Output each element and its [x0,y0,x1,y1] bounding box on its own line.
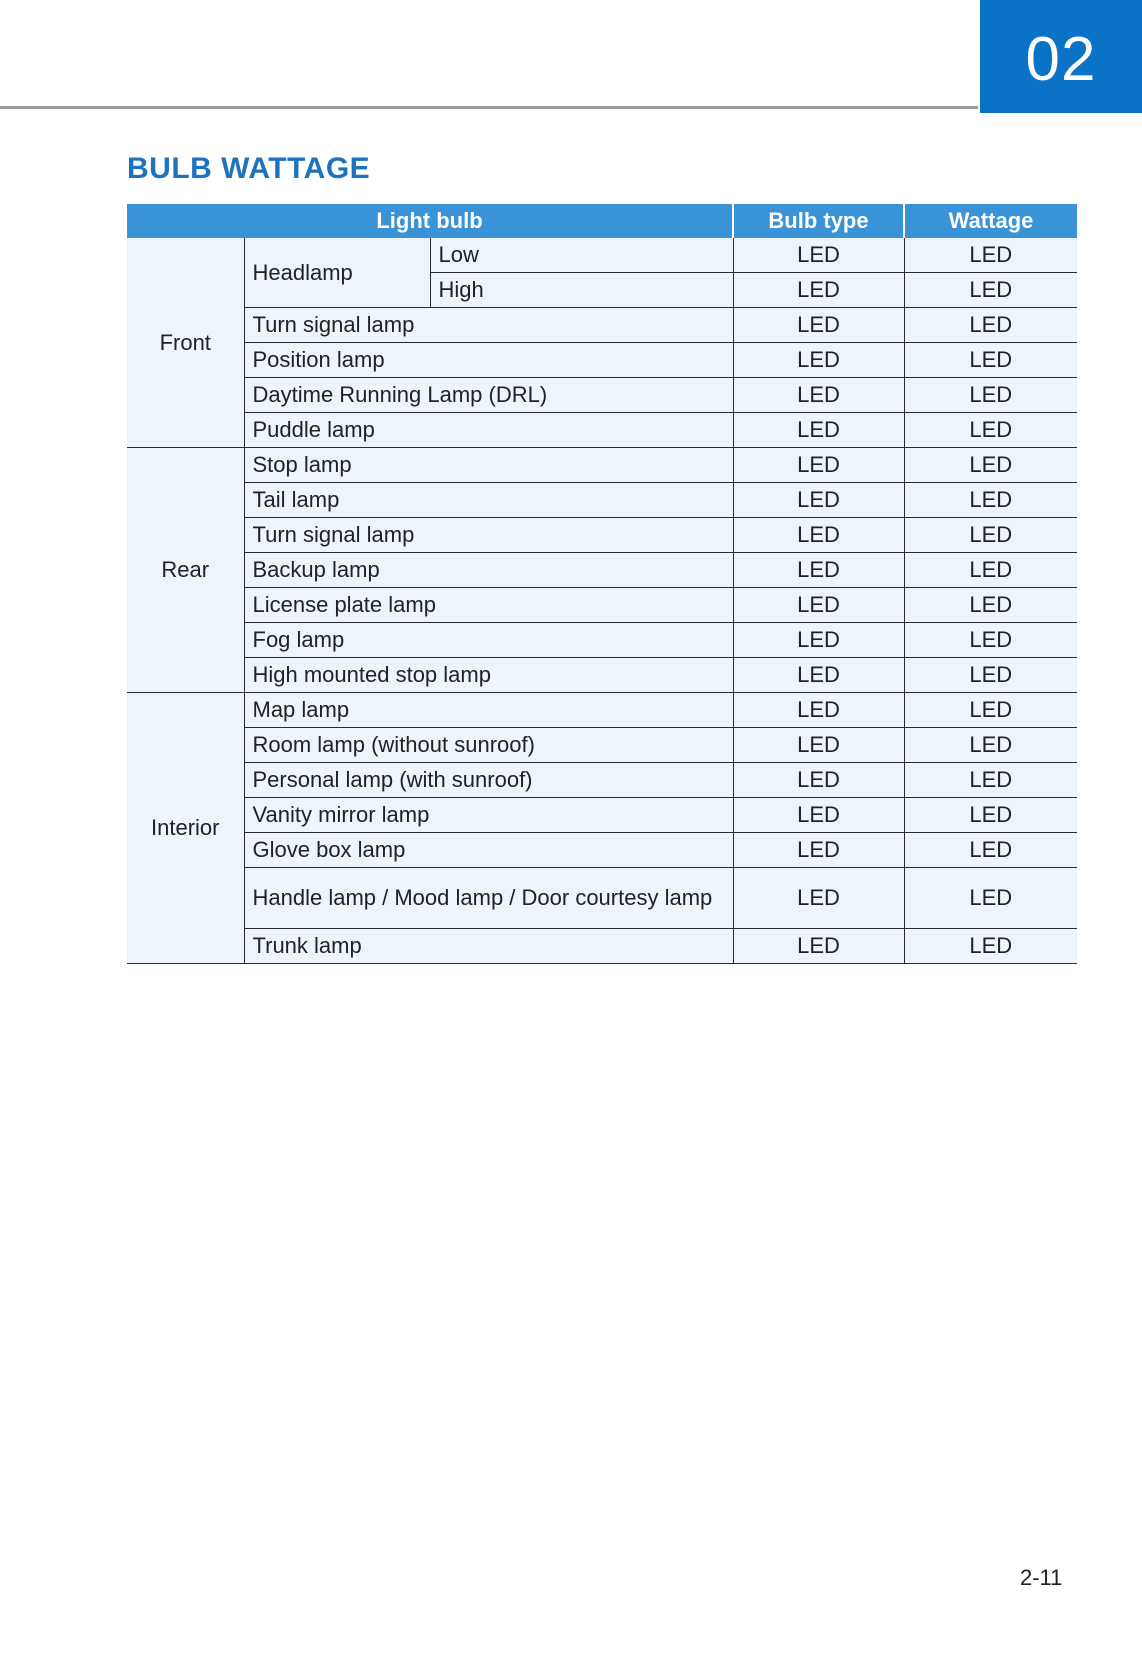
table-row [127,868,1077,929]
bulb-wattage: LED [904,378,1077,413]
bulb-wattage: LED [904,868,1077,929]
bulb-wattage: LED [904,798,1077,833]
table-row [127,588,1077,623]
bulb-wattage: LED [904,553,1077,588]
bulb-name: Stop lamp [244,448,733,483]
bulb-type: LED [733,413,904,448]
bulb-wattage: LED [904,588,1077,623]
table-row [127,343,1077,378]
bulb-type: LED [733,588,904,623]
bulb-name: Daytime Running Lamp (DRL) [244,378,733,413]
bulb-type: LED [733,833,904,868]
bulb-type: LED [733,658,904,693]
bulb-type: LED [733,518,904,553]
bulb-wattage: LED [904,413,1077,448]
table-row [127,798,1077,833]
bulb-type: LED [733,763,904,798]
bulb-type: LED [733,623,904,658]
header-rule [0,106,978,109]
bulb-name: High mounted stop lamp [244,658,733,693]
table-row [127,483,1077,518]
page-number: 2-11 [1020,1565,1063,1590]
bulb-name: Tail lamp [244,483,733,518]
header-wattage: Wattage [904,204,1077,238]
table-row [127,833,1077,868]
bulb-name: Personal lamp (with sunroof) [244,763,733,798]
table-row [127,238,1077,273]
bulb-wattage: LED [904,929,1077,964]
bulb-type: LED [733,343,904,378]
group-front: Front [127,238,244,448]
table-row [127,623,1077,658]
bulb-name: License plate lamp [244,588,733,623]
bulb-type: LED [733,693,904,728]
group-rear: Rear [127,448,244,693]
bulb-name: Vanity mirror lamp [244,798,733,833]
bulb-name: Turn signal lamp [244,308,733,343]
bulb-wattage-table [127,204,1077,964]
bulb-name: Glove box lamp [244,833,733,868]
table-row [127,518,1077,553]
bulb-wattage: LED [904,518,1077,553]
chapter-tab: 02 [980,0,1142,113]
bulb-name: Map lamp [244,693,733,728]
headlamp-label: Headlamp [244,238,430,308]
table-row [127,553,1077,588]
bulb-wattage: LED [904,238,1077,273]
bulb-type: LED [733,868,904,929]
bulb-name: Turn signal lamp [244,518,733,553]
table-row [127,929,1077,964]
table-row [127,728,1077,763]
bulb-type: LED [733,378,904,413]
table-row [127,308,1077,343]
bulb-name: Position lamp [244,343,733,378]
table-header-row [127,204,1077,238]
bulb-name: Trunk lamp [244,929,733,964]
page-title: BULB WATTAGE [127,152,371,185]
bulb-type: LED [733,273,904,308]
bulb-type: LED [733,483,904,518]
bulb-wattage: LED [904,308,1077,343]
bulb-type: LED [733,798,904,833]
table-row [127,413,1077,448]
table-row [127,658,1077,693]
bulb-wattage: LED [904,833,1077,868]
table-row [127,763,1077,798]
bulb-type: LED [733,553,904,588]
bulb-wattage: LED [904,728,1077,763]
group-interior: Interior [127,693,244,964]
header-bulb-type: Bulb type [733,204,904,238]
bulb-name: Fog lamp [244,623,733,658]
bulb-wattage: LED [904,658,1077,693]
bulb-name: Low [430,238,733,273]
bulb-wattage: LED [904,343,1077,378]
bulb-wattage: LED [904,623,1077,658]
table-row [127,693,1077,728]
bulb-wattage: LED [904,483,1077,518]
bulb-name: Puddle lamp [244,413,733,448]
bulb-wattage: LED [904,693,1077,728]
bulb-type: LED [733,448,904,483]
header-light-bulb: Light bulb [127,204,733,238]
bulb-name: Handle lamp / Mood lamp / Door courtesy lamp [244,868,733,929]
table-row [127,378,1077,413]
bulb-wattage: LED [904,448,1077,483]
bulb-name: Backup lamp [244,553,733,588]
bulb-name: High [430,273,733,308]
bulb-wattage: LED [904,273,1077,308]
bulb-type: LED [733,238,904,273]
bulb-type: LED [733,929,904,964]
bulb-name: Room lamp (without sunroof) [244,728,733,763]
bulb-type: LED [733,308,904,343]
table-row [127,448,1077,483]
bulb-type: LED [733,728,904,763]
bulb-wattage: LED [904,763,1077,798]
